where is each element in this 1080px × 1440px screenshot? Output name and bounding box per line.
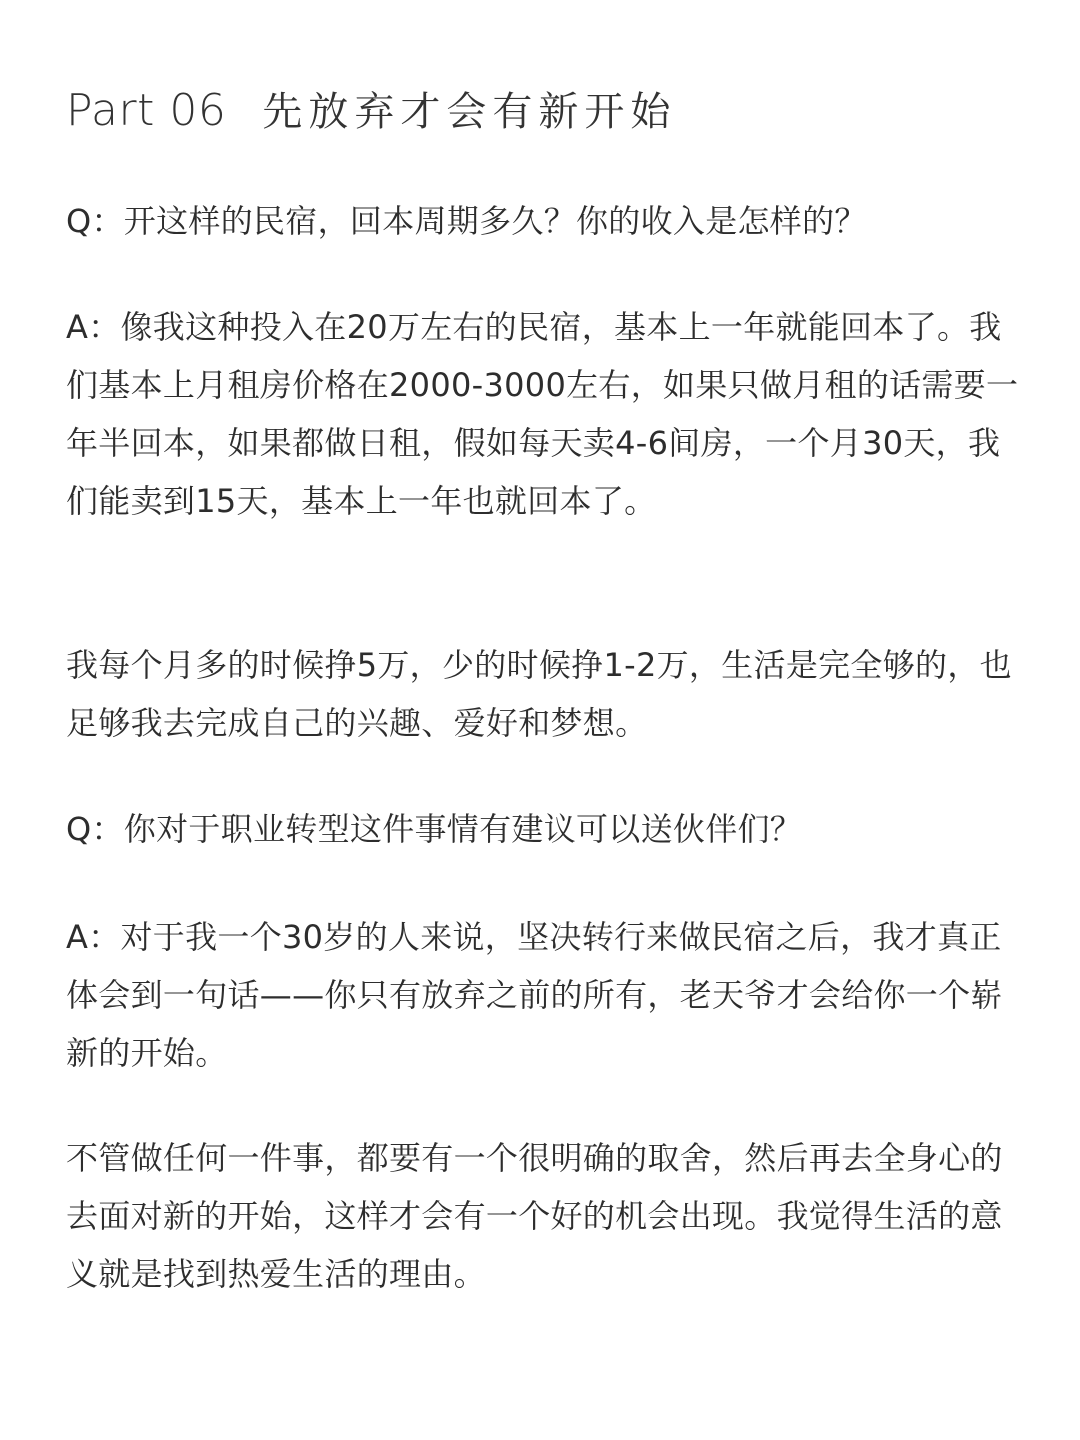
answer-paragraph: A：对于我一个30岁的人来说，坚决转行来做民宿之后，我才真正体会到一句话——你只有放弃之前的所有，老天爷才会给你一个崭新的开始。 xyxy=(66,918,1003,1072)
section-number: Part 06 xyxy=(66,85,227,136)
section-title xyxy=(66,80,1026,140)
question-paragraph: Q：你对于职业转型这件事情有建议可以送伙伴们？ xyxy=(66,810,803,848)
body-paragraph: 不管做任何一件事，都要有一个很明确的取舍，然后再去全身心的去面对新的开始，这样才会有一个好的机会出现。我觉得生活的意义就是找到热爱生活的理由。 xyxy=(66,1139,1003,1293)
answer-paragraph: A：像我这种投入在20万左右的民宿，基本上一年就能回本了。我们基本上月租房价格在2000-3000左右，如果只做月租的话需要一年半回本，如果都做日租，假如每天卖4-6间房，一个月30天，我们能卖到15天，基本上一年也就回本了。 xyxy=(66,308,1019,520)
body-paragraph: 我每个月多的时候挣5万，少的时候挣1-2万，生活是完全够的，也足够我去完成自己的兴趣、爱好和梦想。 xyxy=(66,646,1012,742)
section-heading: 先放弃才会有新开始 xyxy=(262,89,677,135)
question-paragraph: Q：开这样的民宿，回本周期多久？你的收入是怎样的？ xyxy=(66,202,867,240)
